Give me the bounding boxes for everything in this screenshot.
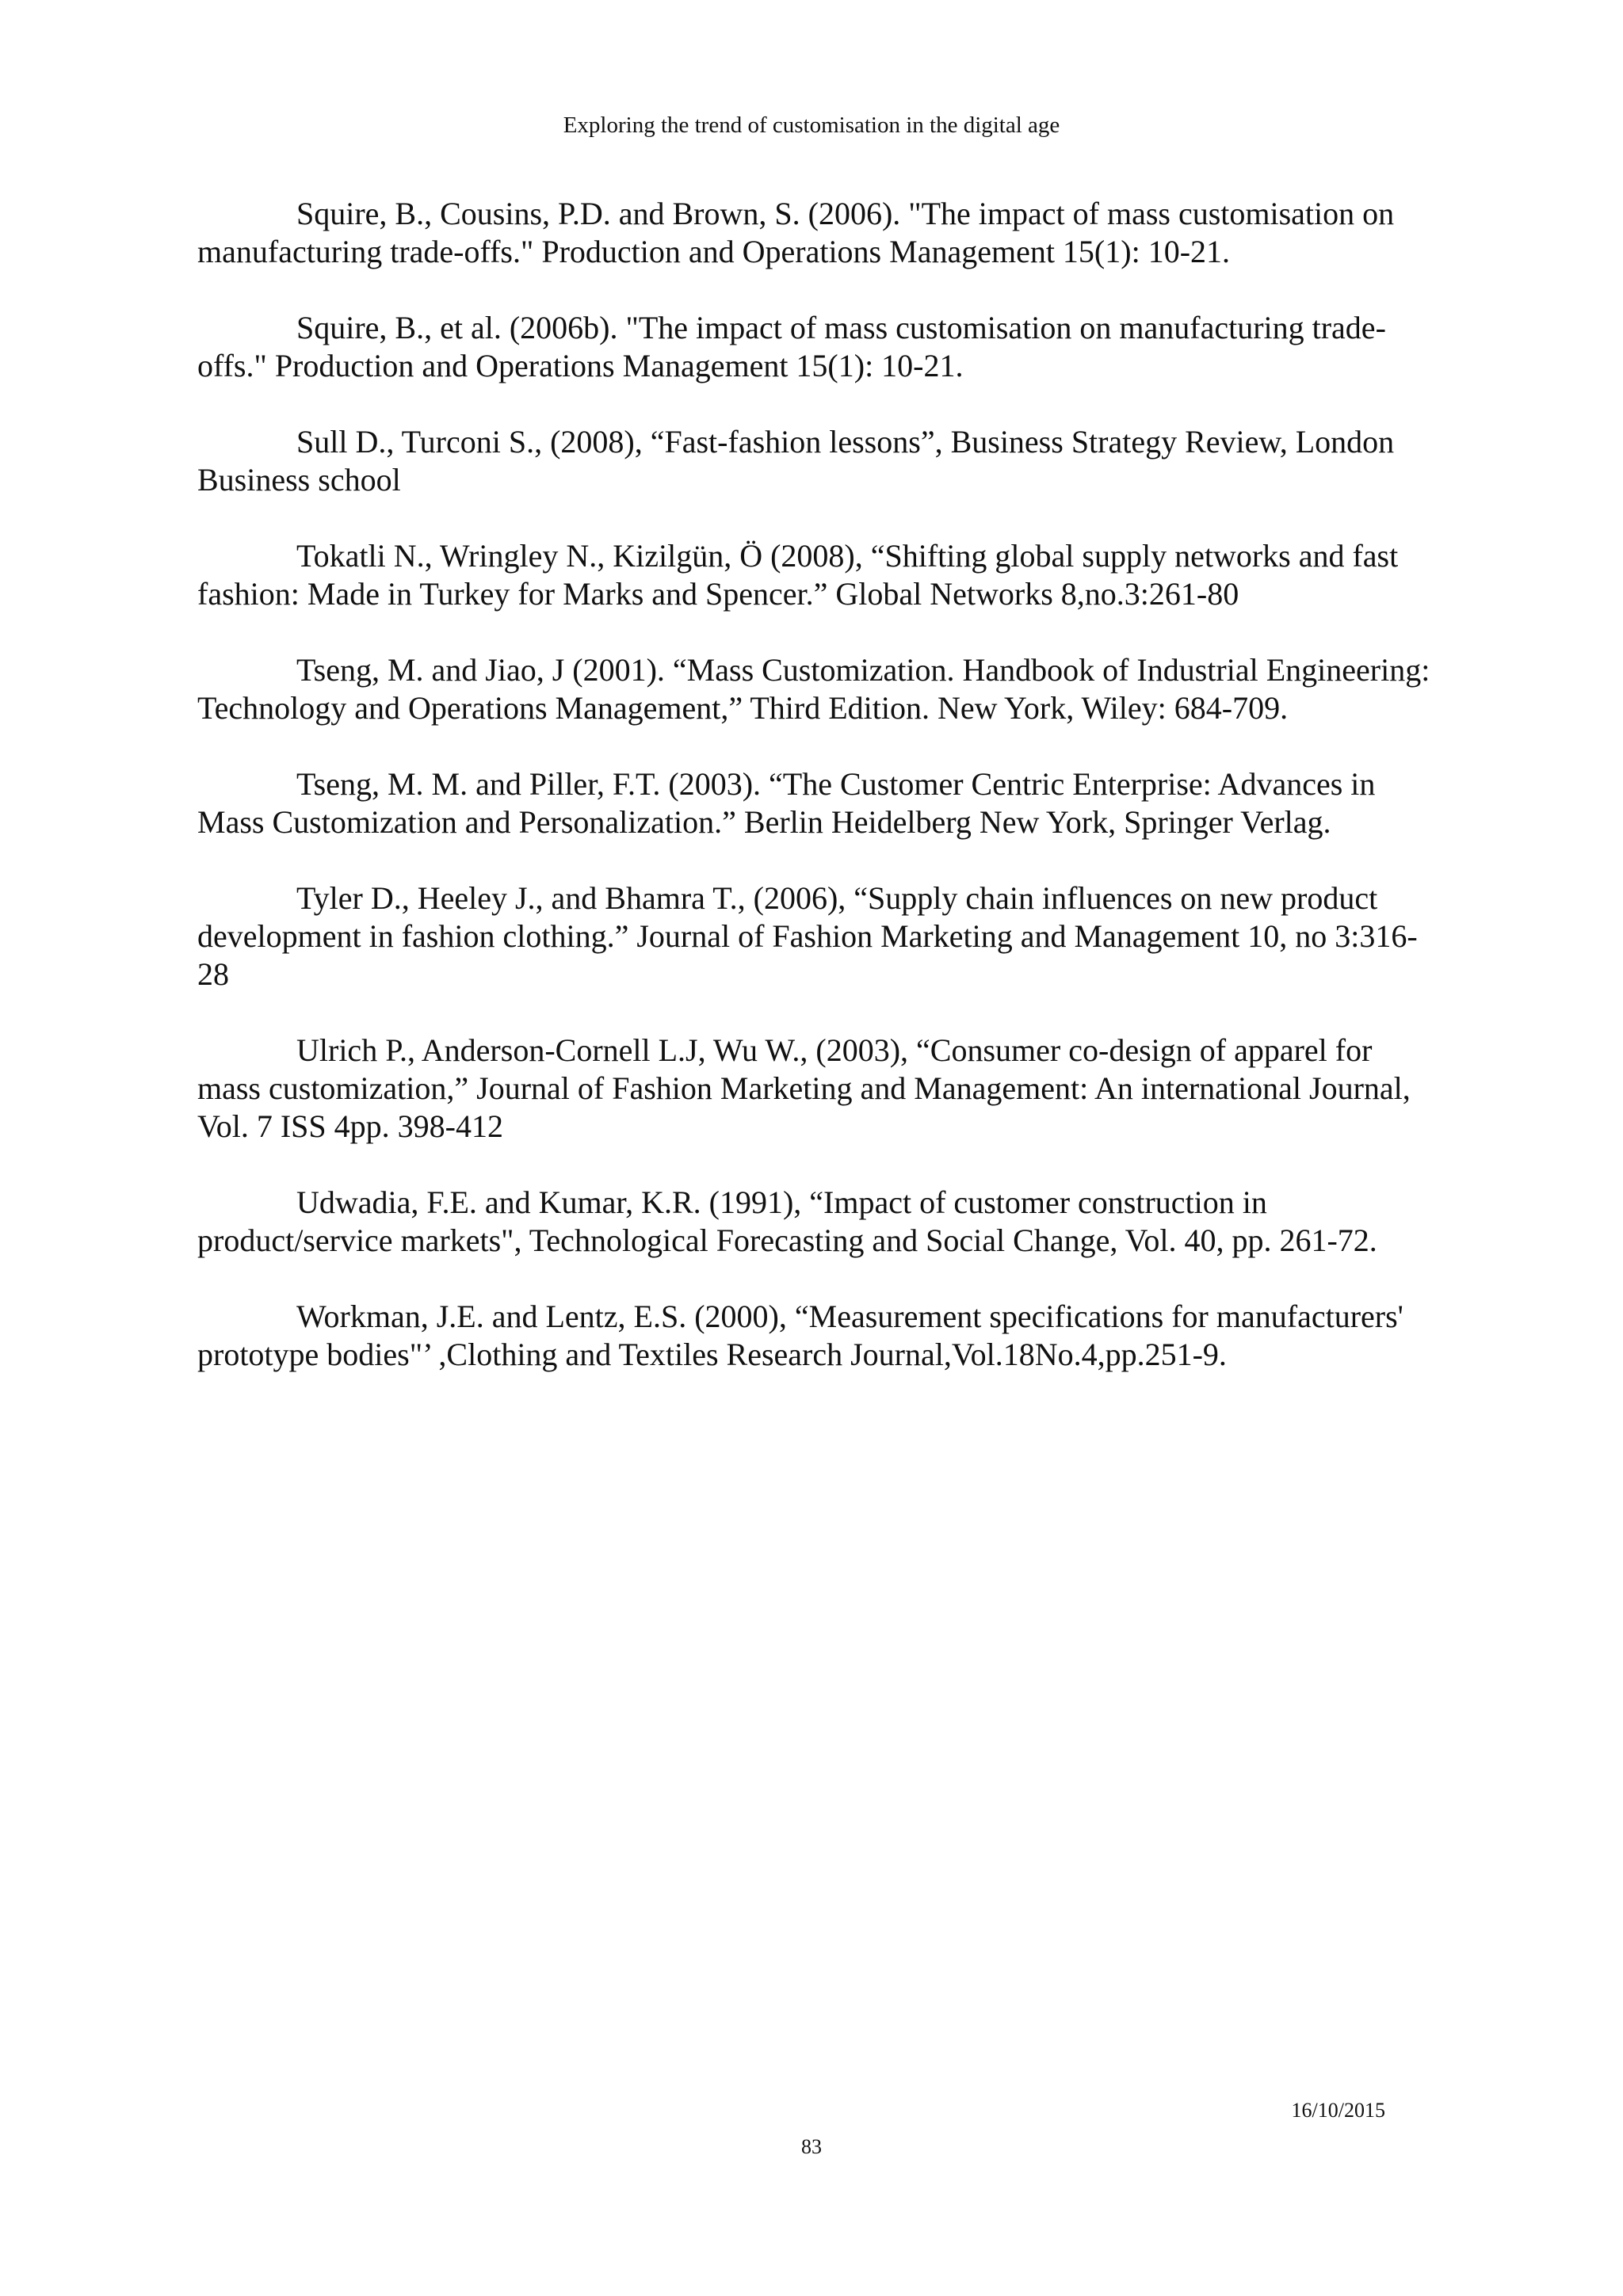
reference-entry: Tyler D., Heeley J., and Bhamra T., (2006), “Supply chain influences on new product development in fashion clothing.” Journal of Fashion Marketing and Management 10, no 3:316-28 xyxy=(197,880,1418,992)
reference-entry: Ulrich P., Anderson-Cornell L.J, Wu W., (2003), “Consumer co-design of apparel for mass customization,” Journal of Fashion Marketing and Management: An international Journal, Vol. 7 ISS 4pp. 398-412 xyxy=(197,1032,1411,1144)
reference-entry: Squire, B., et al. (2006b). "The impact of mass customisation on manufacturing trade-offs." Production and Operations Management 15(1): 10-21. xyxy=(197,310,1386,383)
reference-entry: Workman, J.E. and Lentz, E.S. (2000), “Measurement specifications for manufacturers' prototype bodies"’ ,Clothing and Textiles Research Journal,Vol.18No.4,pp.251-9. xyxy=(197,1299,1403,1372)
page-number: 83 xyxy=(801,2135,822,2158)
reference-entry: Udwadia, F.E. and Kumar, K.R. (1991), “Impact of customer construction in product/service markets", Technological Forecasting and Social Change, Vol. 40, pp. 261-72. xyxy=(197,1184,1377,1258)
running-header: Exploring the trend of customisation in the digital age xyxy=(563,113,1060,138)
footer-date: 16/10/2015 xyxy=(1291,2099,1385,2122)
reference-entry: Tokatli N., Wringley N., Kizilgün, Ö (2008), “Shifting global supply networks and fast fashion: Made in Turkey for Marks and Spencer.” Global Networks 8,no.3:261-80 xyxy=(197,538,1399,612)
reference-list xyxy=(197,195,1440,1412)
reference-entry: Sull D., Turconi S., (2008), “Fast-fashion lessons”, Business Strategy Review, London Business school xyxy=(197,424,1395,498)
reference-entry: Tseng, M. and Jiao, J (2001). “Mass Customization. Handbook of Industrial Engineering: Technology and Operations Management,” Third Edition. New York, Wiley: 684-709. xyxy=(197,652,1430,726)
reference-entry: Squire, B., Cousins, P.D. and Brown, S. (2006). "The impact of mass customisation on manufacturing trade-offs." Production and Operations Management 15(1): 10-21. xyxy=(197,196,1395,269)
reference-entry: Tseng, M. M. and Piller, F.T. (2003). “The Customer Centric Enterprise: Advances in Mass Customization and Personalization.” Berlin Heidelberg New York, Springer Verlag. xyxy=(197,766,1376,840)
